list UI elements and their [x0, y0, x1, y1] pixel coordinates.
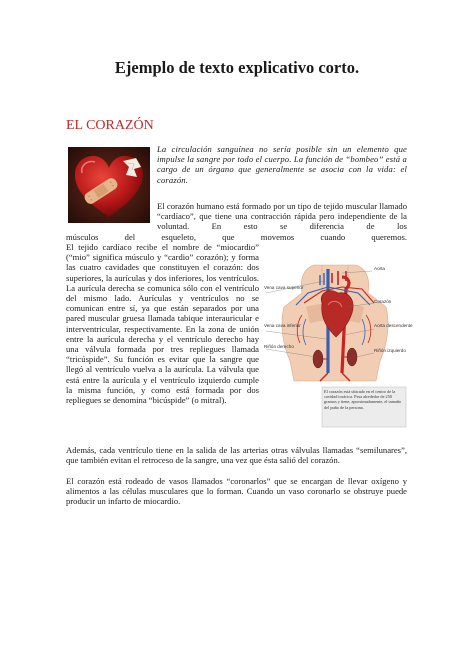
section-heading: EL CORAZÓN	[66, 118, 154, 133]
label-corazon: Corazón	[374, 299, 392, 304]
paragraph-1-start: El corazón humano está formado por un tipo de tejido muscular llamado “cardíaco”, que tiene una contracción rápida pero independiente de la voluntad. En esto se diferencia de los	[157, 201, 407, 232]
document-title: Ejemplo de texto explicativo corto.	[114, 58, 360, 77]
left-kidney	[347, 348, 357, 366]
label-rinon-izquierdo: Riñón izquierdo	[374, 348, 406, 353]
intro-paragraph: La circulación sanguínea no sería posible sin un elemento que impulse la sangre por todo el cuerpo. La función de “bombeo” está a cargo de un órgano que generalmente se asocia con la vida: el corazón.	[157, 144, 407, 185]
anatomy-figure	[262, 263, 413, 443]
paragraph-1-end: Además, cada ventrículo tiene en la salida de las arterias otras válvulas llamadas “semilunares”, que también evitan el retroceso de la sangre, una vez que ésta salió del corazón.	[66, 445, 407, 466]
label-aorta-descendente: Aorta descendente	[374, 323, 413, 328]
heart-photo	[68, 147, 150, 223]
paragraph-1-wide-line: músculos del esqueleto, que movemos cuando queremos.	[66, 232, 407, 242]
label-rinon-derecho: Riñón derecho	[264, 344, 294, 349]
label-aorta: Aorta	[374, 266, 385, 271]
right-kidney	[313, 350, 323, 368]
paragraph-2: El corazón está rodeado de vasos llamados “coronarlos” que se encargan de llevar oxígeno y alimentos a las células musculares que lo forman. Cuando un vaso coronarlo se obstruye puede producir un infarto de miocardio.	[66, 476, 407, 507]
label-vena-cava-superior: Vena cava superior	[264, 285, 304, 290]
figure-caption: El corazón está ubicado en el centro de la cavidad torácica. Pesa alrededor de 250 gramos y tiene, aproximadamente, el tamaño del puño de la persona.	[324, 389, 402, 410]
paragraph-1-text: El tejido cardíaco recibe el nombre de “miocardio” (“mio” significa músculo y “cardio” corazón); y forma las cuatro cavidades que constituyen el corazón: dos superiores, la aurículas y dos inferiores, los ventrículos. La aurícula derecha se comunica sólo con el ventrículo del mismo lado. Aurículas y ventrículos no se comunican entre sí, ya que están separados por una pared muscular gruesa llamada tabique interauricular e interventricular, respectivamente. En la zona de unión entre la aurícula derecha y el ventrículo derecho hay una válvula formada por tres repliegues llamada “tricúspide”. Su función es evitar que la sangre que llegó al ventrículo vuelva a la aurícula. La válvula que está entre la aurícula y el ventrículo izquierdo cumple la misma función, y como está formada por dos repliegues se denomina “bicúspide” (o mitral).	[66, 242, 259, 406]
label-vena-cava-inferior: Vena cava inferior	[264, 323, 301, 328]
